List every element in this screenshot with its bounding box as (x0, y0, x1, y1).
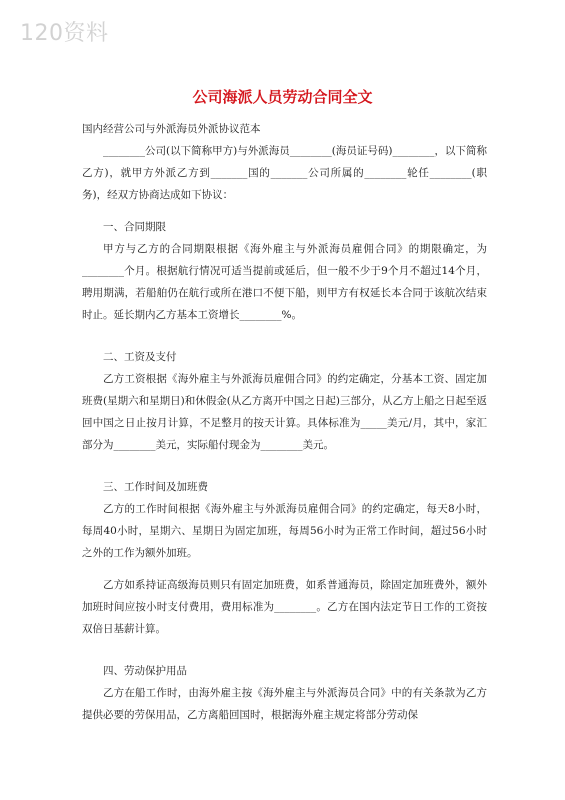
section-paragraph: 乙方的工作时间根据《海外雇主与外派海员雇佣合同》的约定确定，每天8小时，每周40小时，星期六、星期日为固定加班，每周56小时为正常工作时间，超过56小时之外的工作为额外加班。 (82, 503, 487, 559)
document-subtitle: 国内经营公司与外派海员外派协议范本 (82, 123, 261, 135)
section-paragraph: 乙方工资根据《海外雇主与外派海员雇佣合同》的约定确定，分基本工资、固定加班费(星期六和星期日)和休假金(从乙方离开中国之日起)三部分，从乙方上船之日起至返回中国之日止按月计算，不足整月的按天计算。具体标准为_____美元/月，其中，家汇部分为________美元，实际船付现金为________美元。 (82, 373, 487, 451)
section-protective-equipment (82, 660, 487, 726)
intro-paragraph: ________公司(以下简称甲方)与外派海员________(海员证号码)________，以下简称乙方)，就甲方外派乙方到_______国的_______公司所属的________轮任________(职务)，经双方协商达成如下协议： (82, 145, 487, 201)
section-heading: 四、劳动保护用品 (103, 665, 187, 677)
document-body (82, 118, 487, 726)
section-wages (82, 346, 487, 456)
section-paragraph: 甲方与乙方的合同期限根据《海外雇主与外派海员雇佣合同》的期限确定，为________个月。根据航行情况可适当提前或延后，但一般不少于9个月不超过14个月，聘用期满，若船舶仍在航行或所在港口不便下船，则甲方有权延长本合同于该航次结束时止。延长期内乙方基本工资增长________%。 (82, 243, 487, 321)
section-contract-term (82, 216, 487, 326)
section-heading: 三、工作时间及加班费 (103, 481, 208, 493)
section-heading: 二、工资及支付 (103, 351, 177, 363)
section-paragraph: 乙方在船工作时，由海外雇主按《海外雇主与外派海员合同》中的有关条款为乙方提供必要的劳保用品，乙方离船回国时，根据海外雇主规定将部分劳动保 (82, 687, 487, 721)
section-heading: 一、合同期限 (103, 221, 166, 233)
section-paragraph: 乙方如系持证高级海员则只有固定加班费，如系普通海员，除固定加班费外，额外加班时间应按小时支付费用，费用标准为________。乙方在国内法定节日工作的工资按双倍日基薪计算。 (82, 579, 487, 635)
document-title: 公司海派人员劳动合同全文 (192, 88, 373, 106)
section-working-hours (82, 476, 487, 640)
watermark: 120资料 (20, 21, 109, 46)
